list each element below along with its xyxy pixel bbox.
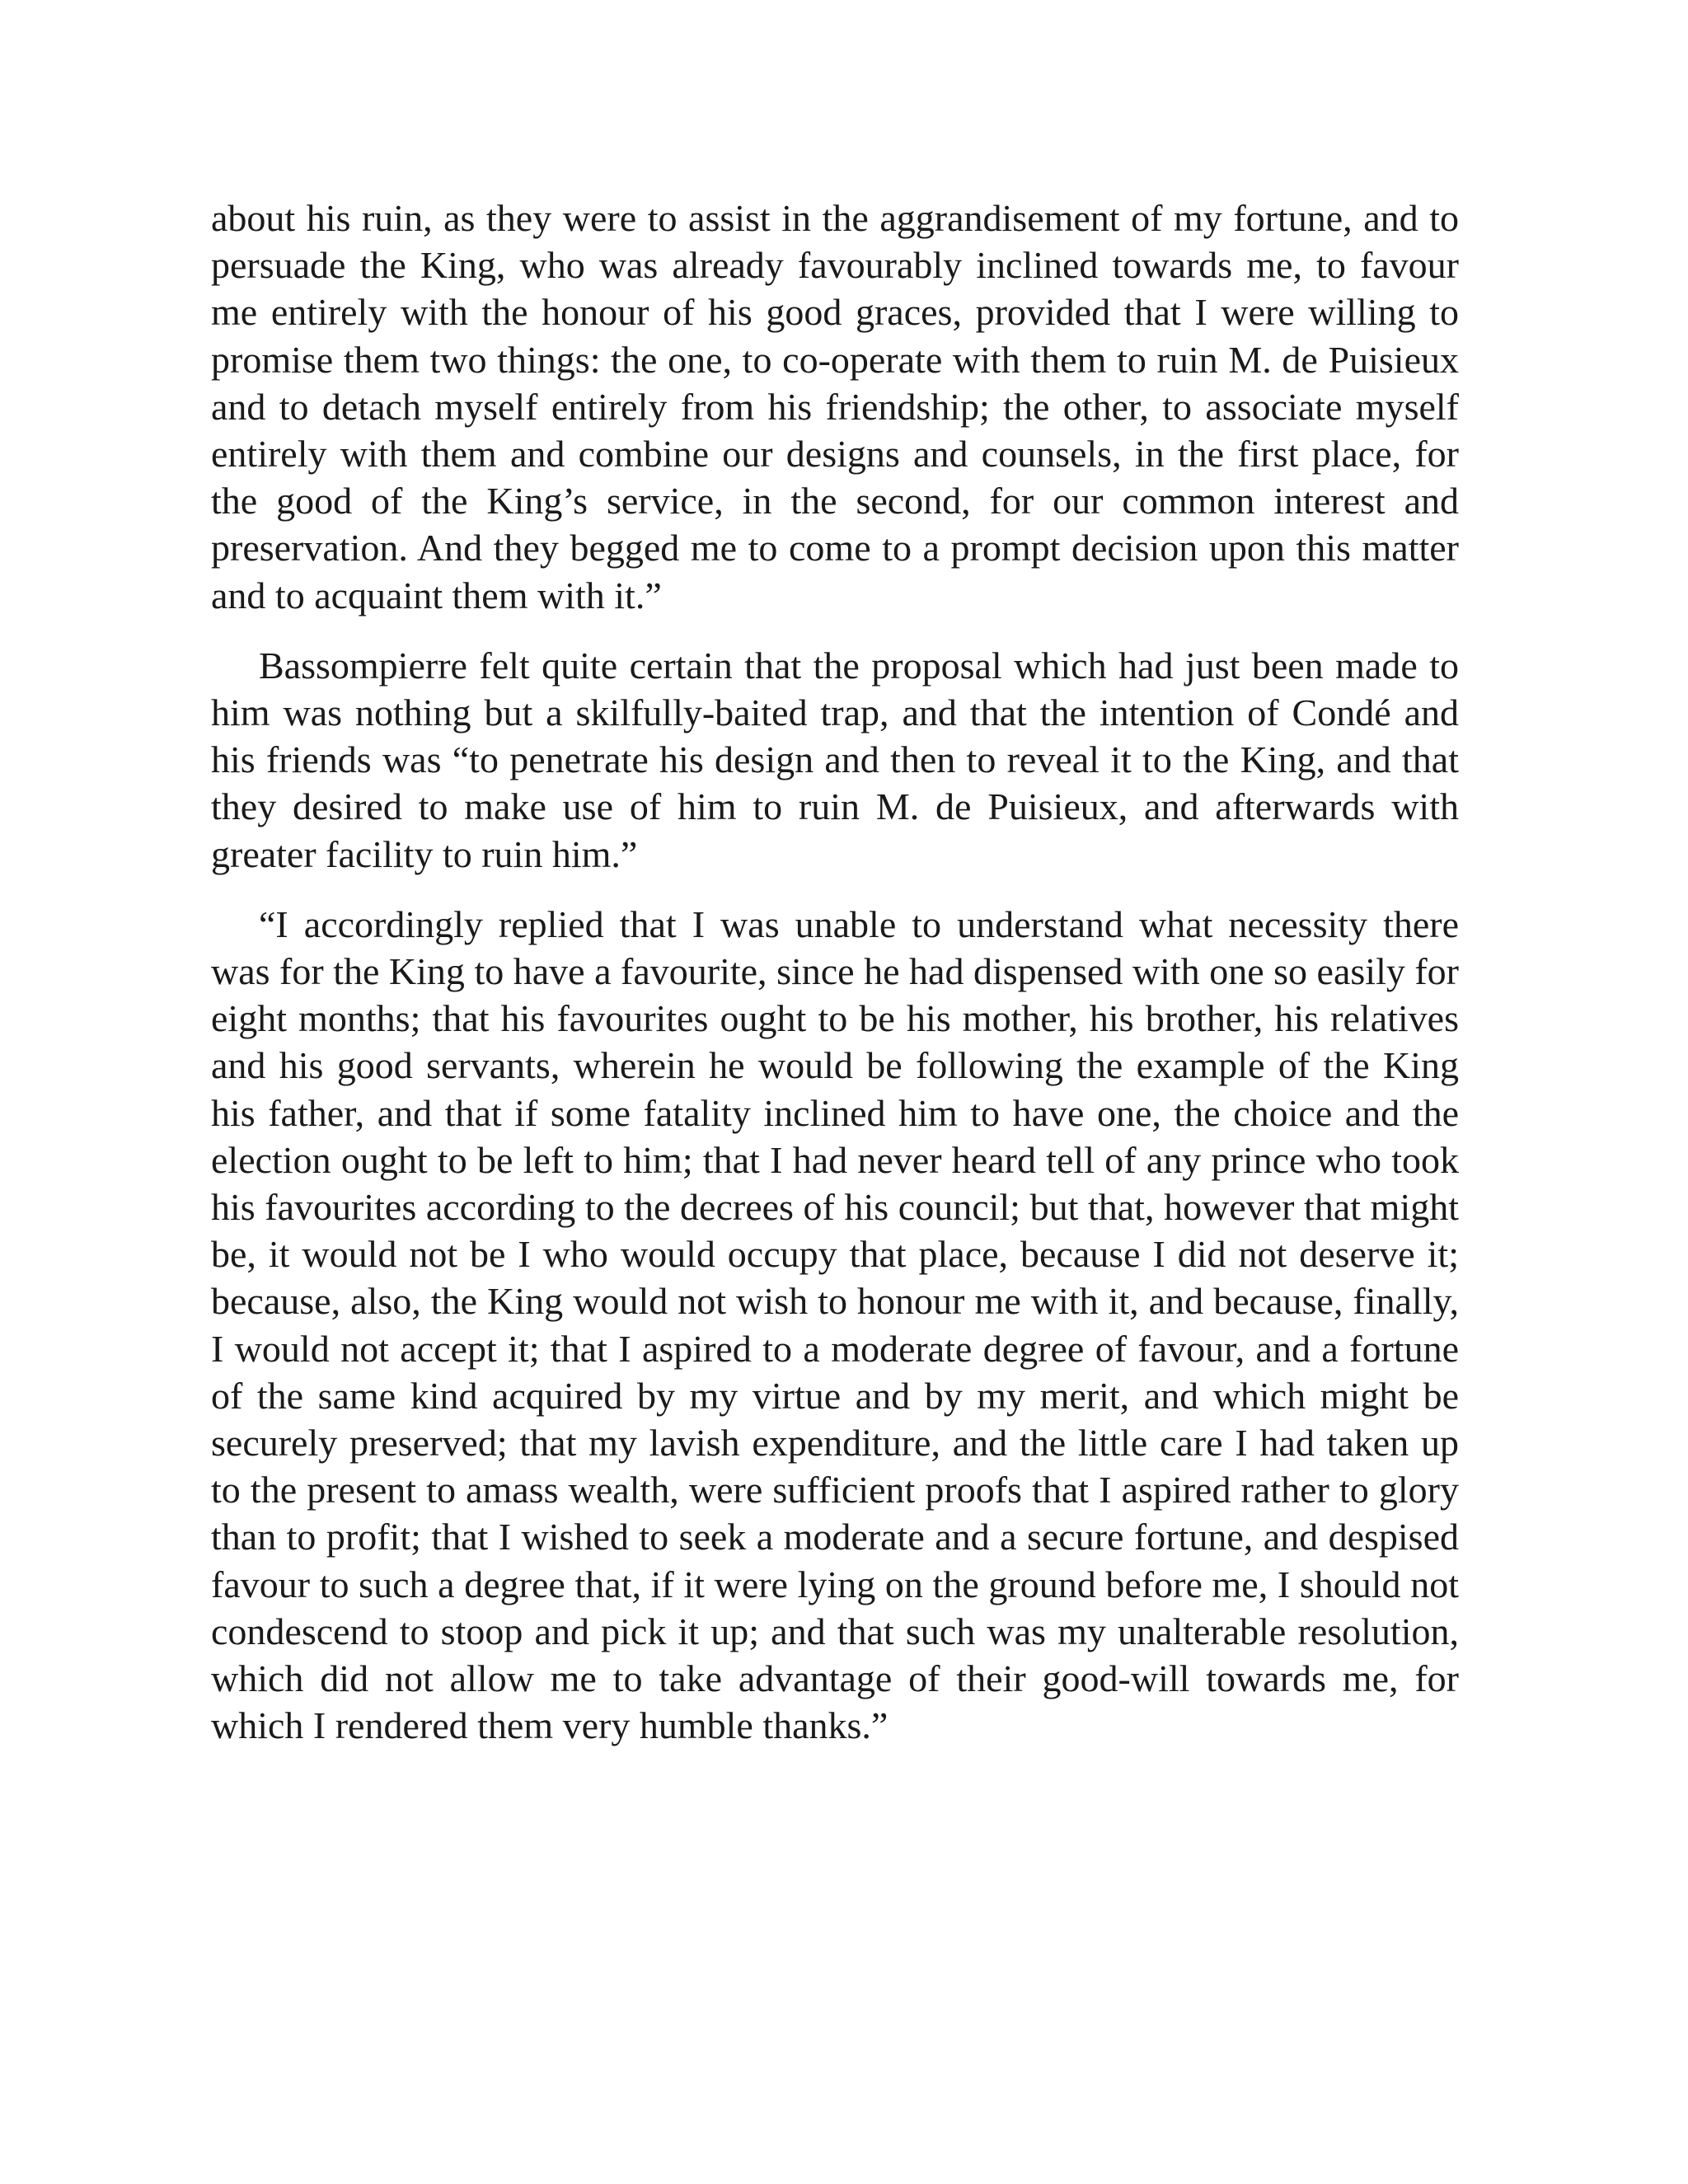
paragraph-bassompierre-suspicion: Bassompierre felt quite certain that the proposal which had just been made to him was nothing but a skilfully-baited trap, and that the intention of Condé and his friends was “to penetrate his design and then to reveal it to the King, and that they desired to make use of him to ruin M. de Puisieux, and afterwards with greater facility to ruin him.” — [211, 644, 1459, 875]
body-text — [211, 194, 1459, 1773]
paragraph-continuation: about his ruin, as they were to assist in the aggrandisement of my fortune, and to persuade the King, who was already favourably inclined towards me, to favour me entirely with the honour of his good graces, provided that I were willing to promise them two things: the one, to co-operate with them to ruin M. de Puisieux and to detach myself entirely from his friendship; the other, to associate myself entirely with them and combine our designs and counsels, in the first place, for the good of the King’s service, in the second, for our common interest and preservation. And they begged me to come to a prompt decision upon this matter and to acquaint them with it.” — [211, 197, 1459, 616]
paragraph-reply-quote: “I accordingly replied that I was unable to understand what necessity there was for the King to have a favourite, since he had dispensed with one so easily for eight months; that his favourites ought to be his mother, his brother, his relatives and his good servants, wherein he would be following the example of the King his father, and that if some fatality inclined him to have one, the choice and the election ought to be left to him; that I had never heard tell of any prince who took his favourites according to the decrees of his council; but that, however that might be, it would not be I who would occupy that place, because I did not deserve it; because, also, the King would not wish to honour me with it, and because, finally, I would not accept it; that I aspired to a moderate degree of favour, and a fortune of the same kind acquired by my virtue and by my merit, and which might be securely preserved; that my lavish expenditure, and the little care I had taken up to the present to amass wealth, were sufficient proofs that I aspired rather to glory than to profit; that I wished to seek a moderate and a secure fortune, and despised favour to such a degree that, if it were lying on the ground before me, I should not condescend to stoop and pick it up; and that such was my unalterable resolution, which did not allow me to take advantage of their good-will towards me, for which I rendered them very humble thanks.” — [211, 902, 1459, 1747]
